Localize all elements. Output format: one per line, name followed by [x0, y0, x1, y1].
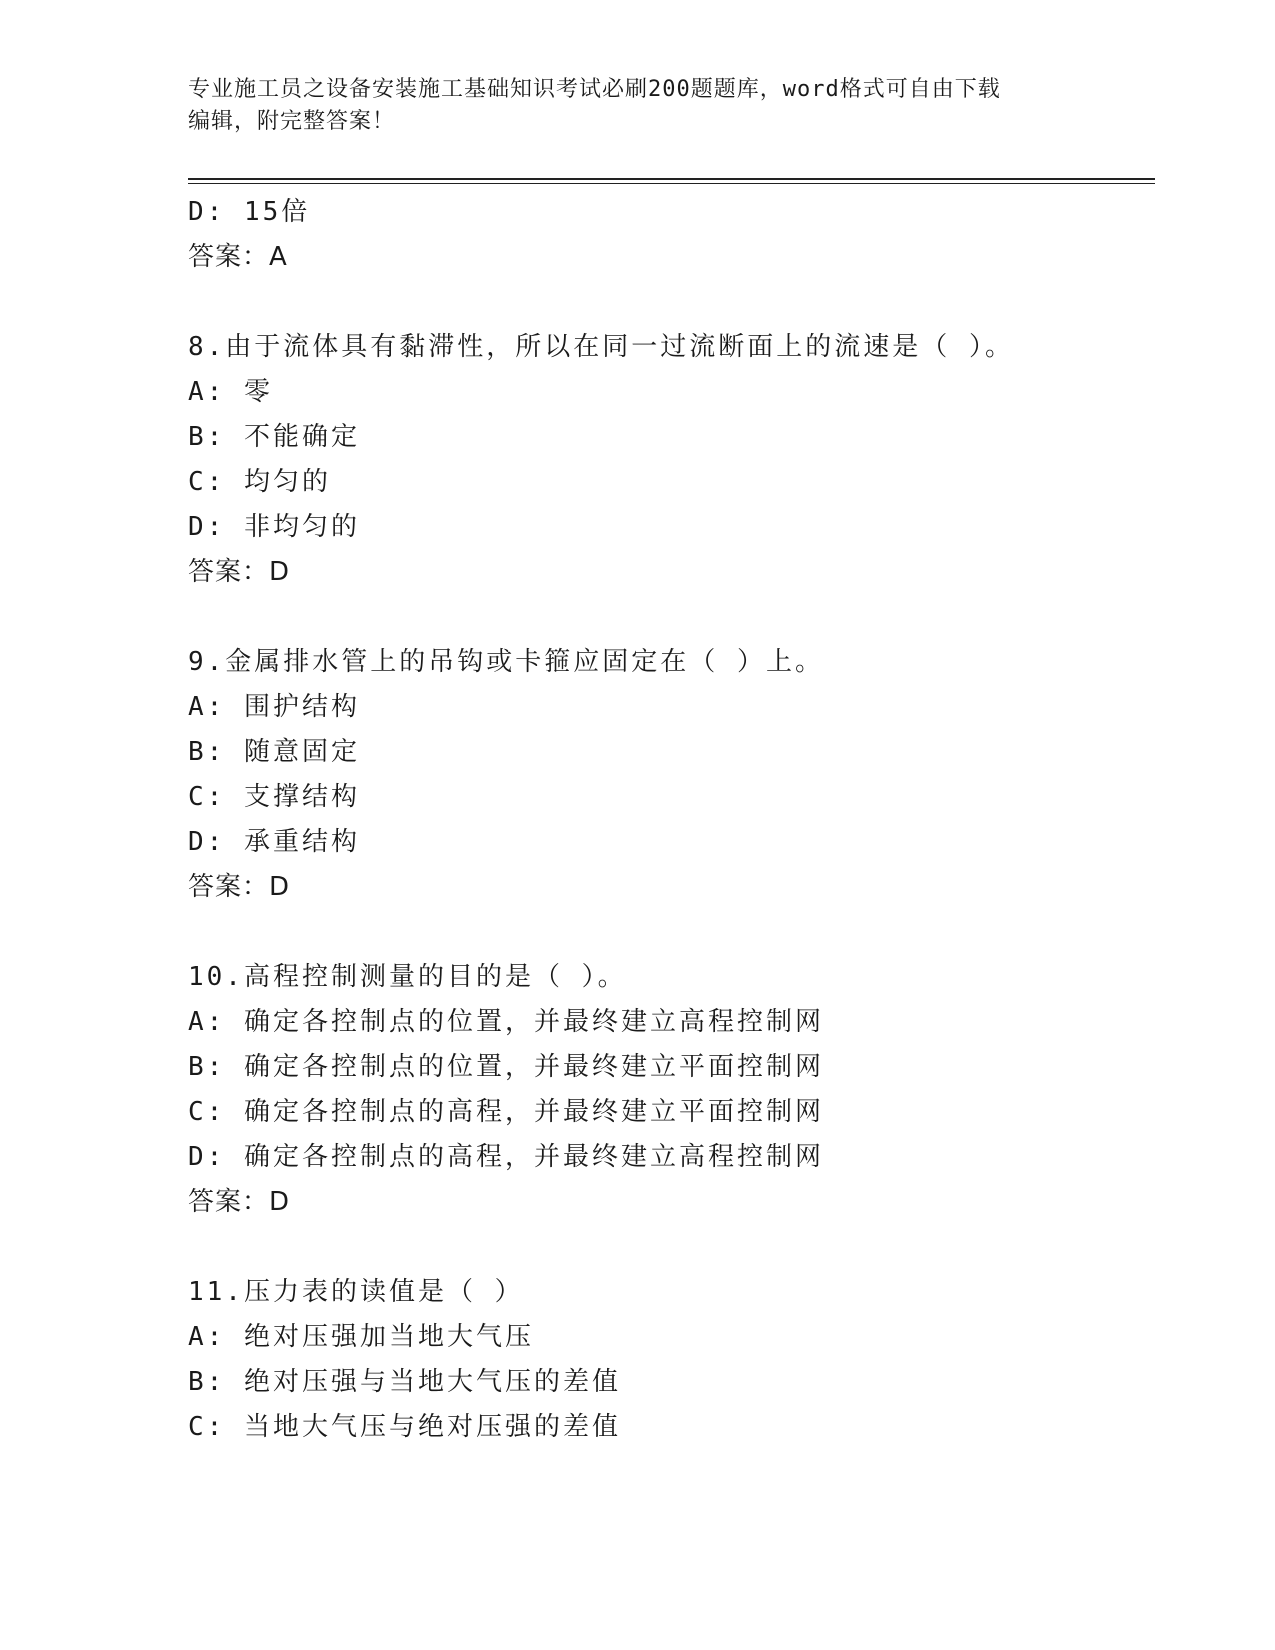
header-title-line-1: 专业施工员之设备安装施工基础知识考试必刷200题题库，word格式可自由下载: [188, 77, 1001, 102]
question-11: [188, 1270, 1148, 1450]
question-11-option-a: A: 绝对压强加当地大气压: [188, 1322, 534, 1352]
question-10-option-b: B: 确定各控制点的位置，并最终建立平面控制网: [188, 1052, 824, 1082]
question-9-option-d: D: 承重结构: [188, 827, 360, 857]
question-10-option-d: D: 确定各控制点的高程，并最终建立高程控制网: [188, 1142, 824, 1172]
question-11-stem: 11.压力表的读值是（ ）: [188, 1277, 524, 1307]
question-10-answer: 答案：D: [188, 1187, 291, 1217]
question-9-option-c: C: 支撑结构: [188, 782, 360, 812]
question-9: [188, 640, 1148, 910]
question-9-stem: 9.金属排水管上的吊钩或卡箍应固定在（ ）上。: [188, 647, 824, 677]
header-divider-thick: [188, 178, 1155, 180]
question-8-stem: 8.由于流体具有黏滞性，所以在同一过流断面上的流速是（ ）。: [188, 332, 1014, 362]
question-8-option-a: A: 零: [188, 377, 273, 407]
spacer: [188, 595, 1148, 640]
question-8-answer: 答案：D: [188, 557, 291, 587]
question-11-option-b: B: 绝对压强与当地大气压的差值: [188, 1367, 621, 1397]
question-10: [188, 955, 1148, 1225]
question-9-option-a: A: 围护结构: [188, 692, 360, 722]
question-10-option-a: A: 确定各控制点的位置，并最终建立高程控制网: [188, 1007, 824, 1037]
question-8-option-d: D: 非均匀的: [188, 512, 360, 542]
question-8-option-b: B: 不能确定: [188, 422, 360, 452]
question-10-stem: 10.高程控制测量的目的是（ ）。: [188, 962, 627, 992]
question-list: [188, 190, 1148, 1450]
question-9-answer: 答案：D: [188, 872, 291, 902]
question-11-option-c: C: 当地大气压与绝对压强的差值: [188, 1412, 621, 1442]
spacer: [188, 1225, 1148, 1270]
question-7-answer: 答案：A: [188, 242, 288, 272]
spacer: [188, 910, 1148, 955]
question-9-option-b: B: 随意固定: [188, 737, 360, 767]
question-7-option-d: D: 15倍: [188, 197, 311, 227]
spacer: [188, 280, 1148, 325]
question-10-option-c: C: 确定各控制点的高程，并最终建立平面控制网: [188, 1097, 824, 1127]
header-title-line-2: 编辑，附完整答案！: [188, 109, 396, 134]
question-8-option-c: C: 均匀的: [188, 467, 331, 497]
question-7-tail: [188, 190, 1148, 280]
document-header: [188, 74, 1068, 138]
header-divider-thin: [188, 183, 1155, 184]
question-8: [188, 325, 1148, 595]
